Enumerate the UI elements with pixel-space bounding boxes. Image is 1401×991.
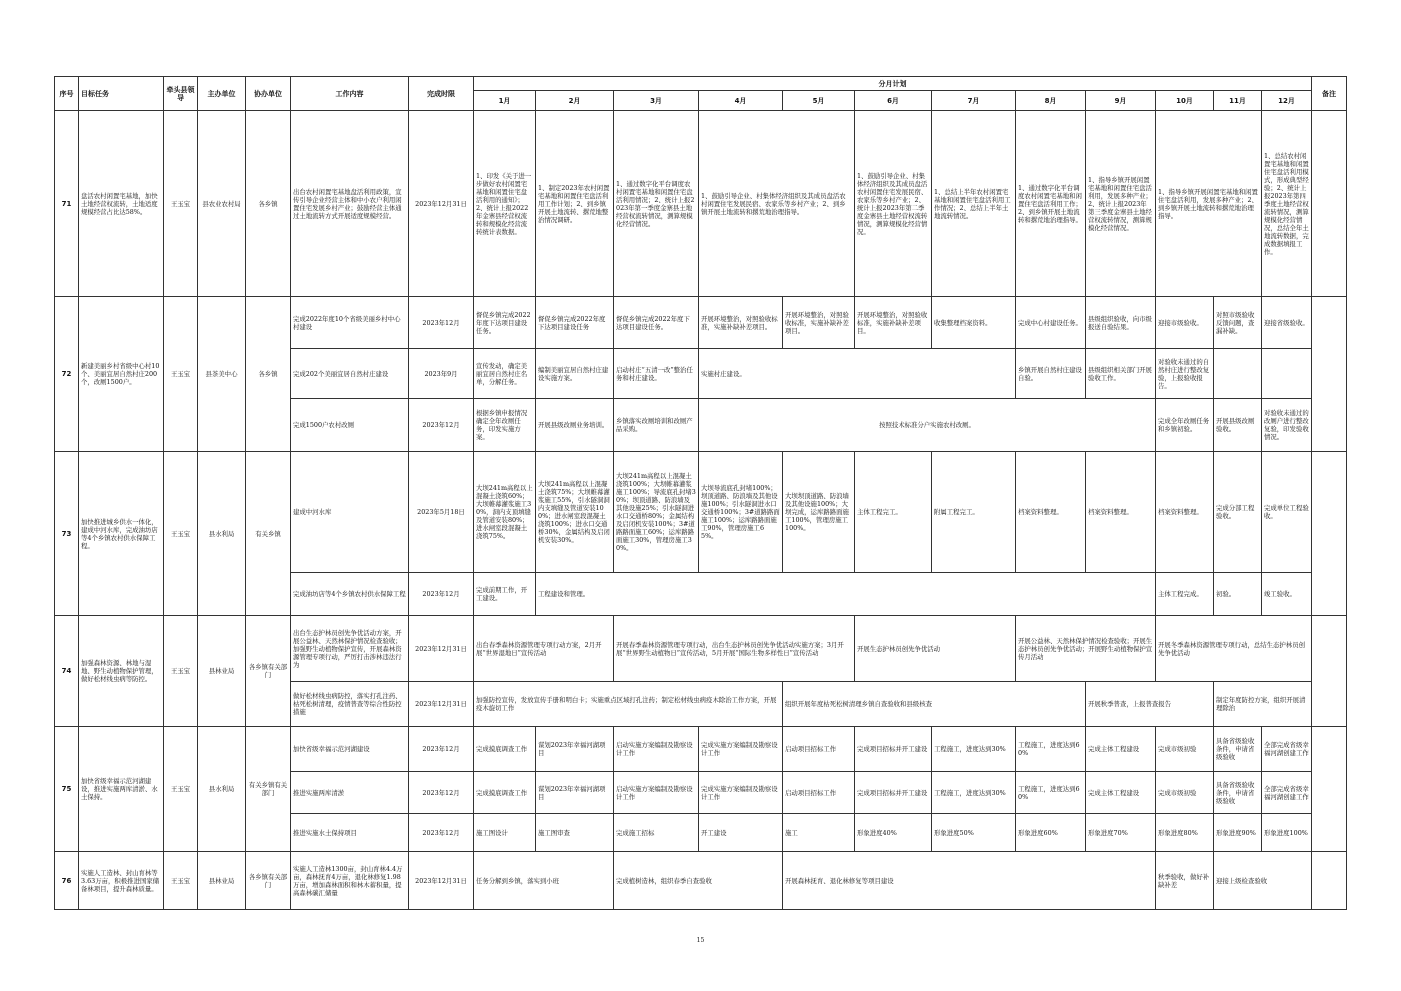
month-cell: 档案资料整理。	[1086, 452, 1156, 573]
deadline-cell: 2023年5月18日	[409, 452, 474, 573]
month-cell: 附属工程完工。	[932, 452, 1016, 573]
header-month: 11月	[1214, 91, 1262, 111]
month-cell: 完成单位工程验收。	[1262, 452, 1312, 573]
row-number: 75	[55, 727, 79, 852]
goal-cell: 加强森林资源、林地与湿地、野生动植物保护管理，做好松材线虫病等防控。	[79, 616, 164, 727]
table-row	[55, 111, 1347, 297]
month-cell: 加强防控宣传，发放宣传手册和明白卡；实施重点区域打孔注药；制定松材线虫病疫木除治工作方案，开展疫木旋切工作	[474, 682, 783, 727]
month-cell: 谋划2023年幸福河湖项目	[536, 772, 614, 814]
month-cell: 形象进度60%	[1016, 814, 1086, 852]
month-cell: 实施村庄建设。	[699, 349, 1016, 399]
month-cell: 完成分部工程验收。	[1214, 452, 1262, 573]
month-cell: 编制美丽宜居自然村庄建设实施方案。	[536, 349, 614, 399]
header-month: 3月	[614, 91, 699, 111]
goal-cell: 实施人工造林、封山育林等3.63万亩，积极推进国家储备林项目，提升森林质量。	[79, 852, 164, 910]
month-cell: 启动村庄“五清一改”整治任务和村庄建设。	[614, 349, 699, 399]
month-cell: 县级组织验收，向市级报送自验结果。	[1086, 297, 1156, 349]
content-cell: 完成油坊店等4个乡镇农村供水保障工程	[291, 573, 409, 616]
month-cell: 1、制定2023年农村闲置宅基地和闲置住宅盘活利用工作计划；2、到乡镇开展土地流转、撂荒地整治情况调研。	[536, 111, 614, 297]
month-cell: 初验。	[1214, 573, 1262, 616]
month-cell: 竣工验收。	[1262, 573, 1312, 616]
content-cell: 推进实施两库清淤	[291, 772, 409, 814]
header-remarks: 备注	[1312, 77, 1347, 111]
header-seq: 序号	[55, 77, 79, 111]
goal-cell: 新建美丽乡村省级中心村10个、美丽宜居自然村庄200个，改厕1500户。	[79, 297, 164, 452]
goal-cell: 盘活农村闲置宅基地，加快土地经营权流转，土地适度规模经营占比达58%。	[79, 111, 164, 297]
month-cell: 开展环境整治，对照验收标准，实施补缺补差项目。	[783, 297, 855, 349]
month-cell: 完成市级初验	[1156, 772, 1214, 814]
month-cell: 收集整理档案资料。	[932, 297, 1016, 349]
lead-cell: 王玉宝	[164, 297, 198, 452]
content-cell: 推进实施水土保持项目	[291, 814, 409, 852]
month-cell: 工程建设和管理。	[536, 573, 1156, 616]
month-cell: 完成实施方案编制及勘察设计工作	[699, 727, 783, 772]
goal-cell: 加快推进城乡供水一体化，建成中河水库，完成油坊店等4个乡镇农村供水保障工程。	[79, 452, 164, 616]
header-month: 7月	[932, 91, 1016, 111]
month-cell: 完成市级初验	[1156, 727, 1214, 772]
month-cell: 任务分解到乡镇，落实到小班	[474, 852, 614, 910]
month-cell: 督促乡镇完成2022年度下达项目建设任务。	[614, 297, 699, 349]
header-month: 6月	[855, 91, 932, 111]
deadline-cell: 2023年12月	[409, 297, 474, 349]
deadline-cell: 2023年12月	[409, 573, 474, 616]
month-cell: 施工图设计	[474, 814, 536, 852]
month-cell: 完成项目招标并开工建设	[855, 772, 932, 814]
month-cell: 具备省级验收条件，申请省级验收	[1214, 772, 1262, 814]
month-cell: 开展生态护林员创先争优活动	[855, 616, 1016, 682]
month-cell: 迎接省级验收。	[1262, 297, 1312, 349]
header-month: 10月	[1156, 91, 1214, 111]
header-deadline: 完成时限	[409, 77, 474, 111]
row-number: 71	[55, 111, 79, 297]
header-monthly-plan: 分月计划	[474, 77, 1312, 91]
month-cell: 档案资料整理。	[1156, 452, 1214, 573]
content-cell: 出台农村闲置宅基地盘活利用政策，宣传引导企业经营主体和中小农户利用闲置住宅发展乡村产业；鼓励经营主体通过土地流转方式开展适度规模经营。	[291, 111, 409, 297]
deadline-cell: 2023年12月	[409, 727, 474, 772]
page-number: 15	[696, 937, 705, 944]
month-cell: 开展公益林、天然林保护情况检查验收；开展生态护林员创先争优活动；开展野生动植物保护宣传月活动	[1016, 616, 1156, 682]
month-cell: 出台春季森林资源管理专项行动方案，2月开展“世界湿地日”宣传活动	[474, 616, 614, 682]
header-month: 1月	[474, 91, 536, 111]
table-row	[55, 852, 1347, 910]
month-cell: 督促乡镇完成2022年度下达项目建设任务	[536, 297, 614, 349]
assist-cell: 有关乡镇有关部门	[246, 727, 291, 852]
row-number: 72	[55, 297, 79, 452]
content-cell: 完成2022年度10个省级美丽乡村中心村建设	[291, 297, 409, 349]
header-month: 8月	[1016, 91, 1086, 111]
month-cell: 迎接市级验收。	[1156, 297, 1214, 349]
content-cell: 做好松材线虫病防控，落实打孔注药、枯死松树清理，疫情普查等综合性防控措施	[291, 682, 409, 727]
month-cell: 1、鼓励引导企业、村集体经济组织及其成员盘活农村闲置住宅发展民宿、农家乐等乡村产业；2、到乡镇开展土地流转和撂荒地治理指导。	[699, 111, 855, 297]
lead-cell: 王玉宝	[164, 452, 198, 616]
month-cell: 主体工程完工。	[855, 452, 932, 573]
month-cell: 1、指导乡镇开展闲置宅基地和闲置住宅盘活利用，发展多种产业；2、到乡镇开展土地流转和撂荒地治理指导。	[1156, 111, 1262, 297]
remarks-cell	[1312, 616, 1347, 727]
month-cell	[1262, 349, 1312, 399]
month-cell: 秋季验收，做好补缺补差	[1156, 852, 1214, 910]
month-cell: 全部完成省级幸福河湖创建工作	[1262, 727, 1312, 772]
month-cell: 大坝241m高程以上混凝土浇筑100%；大坝帷幕灌浆施工100%；导流底孔封堵30%；坝顶道路、防浪墙及其他设施25%；引水隧洞进水口交通桥80%；金属结构及启闭机安装100%；3#道路路面施工60%；运库路路面施工30%，管理房施工30%。	[614, 452, 699, 573]
assist-cell: 各乡镇	[246, 297, 291, 452]
lead-cell: 王玉宝	[164, 727, 198, 852]
month-cell: 具备省级验收条件，申请省级验收	[1214, 727, 1262, 772]
month-cell: 启动项目招标工作	[783, 772, 855, 814]
deadline-cell: 2023年12月	[409, 772, 474, 814]
month-cell: 完成实施方案编制及勘察设计工作	[699, 772, 783, 814]
month-cell: 工程施工，进度达到60%	[1016, 772, 1086, 814]
month-cell: 开展县级改厕业务培训。	[536, 399, 614, 452]
content-cell: 加快省级幸福示范河湖建设	[291, 727, 409, 772]
month-cell: 开展森林抚育、退化林修复等项目建设	[783, 852, 1156, 910]
table-row	[55, 452, 1347, 573]
month-cell: 大坝坝顶道路、防浪墙及其他设施100%；大坝完成，运库路路面施工100%，管理房施工100%。	[783, 452, 855, 573]
month-cell: 主体工程完成。	[1156, 573, 1214, 616]
assist-cell: 各乡镇有关部门	[246, 852, 291, 910]
month-cell: 形象进度40%	[855, 814, 932, 852]
month-cell: 县级组织相关部门开展验收工作。	[1086, 349, 1156, 399]
content-cell: 完成202个美丽宜居自然村庄建设	[291, 349, 409, 399]
month-cell: 开工建设	[699, 814, 783, 852]
month-cell: 对验收未通过的自然村庄进行整改复验，上报验收报告。	[1156, 349, 1214, 399]
month-cell: 根据乡镇申报情况确定全年改厕任务，印发实施方案。	[474, 399, 536, 452]
deadline-cell: 2023年12月31日	[409, 616, 474, 682]
month-cell: 开展秋季普查，上报普查报告	[1086, 682, 1214, 727]
month-cell: 工程施工，进度达到60%	[1016, 727, 1086, 772]
month-cell: 开展冬季森林资源管理专项行动，总结生态护林员创先争优活动	[1156, 616, 1312, 682]
header-content: 工作内容	[291, 77, 409, 111]
month-cell: 大坝241m高程以上混凝土浇筑75%；大坝帷幕灌浆施工55%，引水隧洞洞内支填缝及管道安装100%；进水闸室段混凝土浇筑100%；进水口交通桥30%，金属结构及启闭机安装30%。	[536, 452, 614, 573]
month-cell: 完成摸底调查工作	[474, 772, 536, 814]
row-number: 76	[55, 852, 79, 910]
month-cell: 对验收未通过的改厕户进行整改复验，印发验收情况。	[1262, 399, 1312, 452]
month-cell: 大坝导流底孔封堵100%；坝顶道路、防浪墙及其他设施100%；引水隧洞进水口交通桥100%；3#道路路面施工100%；运库路路面施工90%，管理房施工65%。	[699, 452, 783, 573]
month-cell: 1、通过数字化平台调度农村闲置宅基地和闲置住宅盘活利用工作；2、到乡镇开展土地流转和撂荒地治理指导。	[1016, 111, 1086, 297]
month-cell: 完成中心村建设任务。	[1016, 297, 1086, 349]
main-unit-cell: 县水利局	[198, 727, 246, 852]
month-cell: 大坝241m高程以上混凝土浇筑60%；大坝帷幕灌浆施工30%，洞内支顶填缝及管道安装80%；进水闸室段混凝土浇筑75%。	[474, 452, 536, 573]
content-cell: 出台生态护林员创先争优活动方案，开展公益林、天然林保护情况检查验收；加强野生动植物保护宣传，开展森林资源管理专项行动，严厉打击涉林违法行为	[291, 616, 409, 682]
month-cell: 完成摸底调查工作	[474, 727, 536, 772]
month-cell: 完成全年改厕任务和乡镇初验。	[1156, 399, 1214, 452]
month-cell: 形象进度100%	[1262, 814, 1312, 852]
header-month: 4月	[699, 91, 783, 111]
assist-cell: 各乡镇	[246, 111, 291, 297]
month-cell: 1、指导乡镇开展闲置宅基地和闲置住宅盘活利用，发展多种产业；2、统计上报2023年第三季度金寨县土地经营权流转情况，测算规模化经营情况。	[1086, 111, 1156, 297]
table-row	[55, 727, 1347, 772]
month-cell: 制定年度防控方案，组织开展清理除治	[1214, 682, 1312, 727]
remarks-cell	[1312, 297, 1347, 452]
month-cell: 1、印发《关于进一步做好农村闲置宅基地和闲置住宅盘活利用的通知》；2、统计上报2022年金寨县经营权流转和规模化经营流转统计表数据。	[474, 111, 536, 297]
content-cell: 建成中河水库	[291, 452, 409, 573]
month-cell	[1214, 349, 1262, 399]
lead-cell: 王玉宝	[164, 616, 198, 727]
month-cell: 形象进度80%	[1156, 814, 1214, 852]
header-month: 12月	[1262, 91, 1312, 111]
month-cell: 启动实施方案编制及勘察设计工作	[614, 772, 699, 814]
row-number: 73	[55, 452, 79, 616]
row-number: 74	[55, 616, 79, 727]
month-cell: 开展春季森林资源管理专项行动，出台生态护林员创先争优活动实施方案；3月开展“世界野生动植物日”宣传活动，5月开展“国际生物多样性日”宣传活动	[614, 616, 855, 682]
month-cell: 开展县级改厕验收。	[1214, 399, 1262, 452]
month-cell: 按照技术标准分户实施农村改厕。	[699, 399, 1156, 452]
header-goal: 目标任务	[79, 77, 164, 111]
month-cell: 完成前期工作，开工建设。	[474, 573, 536, 616]
month-cell: 开展环境整治，对照验收标准，实施补缺补差项目。	[699, 297, 783, 349]
month-cell: 对照市级验收反馈问题，查漏补缺。	[1214, 297, 1262, 349]
header-month: 5月	[783, 91, 855, 111]
month-cell: 1、总结农村闲置宅基地和闲置住宅盘活利用模式，形成典型经验；2、统计上报2023年第四季度土地经营权流转情况，测算规模化经营情况，总结全年土地流转数据，完成数据填报工作。	[1262, 111, 1312, 297]
month-cell: 组织开展年度枯死松树清理乡镇自查验收和县级核查	[783, 682, 1086, 727]
table-row	[55, 297, 1347, 349]
deadline-cell: 2023年12月	[409, 399, 474, 452]
month-cell: 谋划2023年幸福河湖项目	[536, 727, 614, 772]
header-assist: 协办单位	[246, 77, 291, 111]
main-unit-cell: 县林业局	[198, 852, 246, 910]
month-cell: 完成施工招标	[614, 814, 699, 852]
main-unit-cell: 县农业农村局	[198, 111, 246, 297]
month-cell: 1、鼓励引导企业、村集体经济组织及其成员盘活农村闲置住宅发展民宿、农家乐等乡村产业；2、统计上报2023年第二季度金寨县土地经营权流转情况，测算规模化经营情况。	[855, 111, 932, 297]
lead-cell: 王玉宝	[164, 111, 198, 297]
main-unit-cell: 县水利局	[198, 452, 246, 616]
deadline-cell: 2023年12月	[409, 814, 474, 852]
month-cell: 启动实施方案编制及勘察设计工作	[614, 727, 699, 772]
main-unit-cell: 县林业局	[198, 616, 246, 727]
month-cell: 全部完成省级幸福河湖创建工作	[1262, 772, 1312, 814]
main-unit-cell: 县茶美中心	[198, 297, 246, 452]
content-cell: 完成1500户农村改厕	[291, 399, 409, 452]
month-cell: 施工图审查	[536, 814, 614, 852]
assist-cell: 各乡镇有关部门	[246, 616, 291, 727]
month-cell: 完成主体工程建设	[1086, 772, 1156, 814]
month-cell: 形象进度50%	[932, 814, 1016, 852]
header-main-unit: 主办单位	[198, 77, 246, 111]
content-cell: 实施人工造林1300亩，封山育林4.4万亩，森林抚育4万亩，退化林修复1.98万亩，增加森林面积和林木蓄积量，提高森林碳汇储量	[291, 852, 409, 910]
month-cell: 施工	[783, 814, 855, 852]
month-cell: 完成项目招标并开工建设	[855, 727, 932, 772]
month-cell: 工程施工，进度达到30%	[932, 772, 1016, 814]
deadline-cell: 2023年9月	[409, 349, 474, 399]
remarks-cell	[1312, 111, 1347, 297]
month-cell: 乡镇开展自然村庄建设自验。	[1016, 349, 1086, 399]
month-cell: 形象进度70%	[1086, 814, 1156, 852]
remarks-cell	[1312, 452, 1347, 616]
month-cell: 迎接上级检查验收	[1214, 852, 1312, 910]
month-cell: 宣传发动，确定美丽宜居自然村庄名单，分解任务。	[474, 349, 536, 399]
deadline-cell: 2023年12月31日	[409, 111, 474, 297]
header-month: 2月	[536, 91, 614, 111]
remarks-cell	[1312, 852, 1347, 910]
month-cell: 开展环境整治，对照验收标准，实施补缺补差项目。	[855, 297, 932, 349]
lead-cell: 王玉宝	[164, 852, 198, 910]
month-cell: 督促乡镇完成2022年度下达项目建设任务。	[474, 297, 536, 349]
month-cell: 1、通过数字化平台调度农村闲置宅基地和闲置住宅盘活利用情况；2、统计上报2023年第一季度金寨县土地经营权流转情况，测算规模化经营情况。	[614, 111, 699, 297]
assist-cell: 有关乡镇	[246, 452, 291, 616]
header-month: 9月	[1086, 91, 1156, 111]
deadline-cell: 2023年12月31日	[409, 682, 474, 727]
month-cell: 启动项目招标工作	[783, 727, 855, 772]
month-cell: 1、总结上半年农村闲置宅基地和闲置住宅盘活利用工作情况；2、总结上半年土地流转情况。	[932, 111, 1016, 297]
month-cell: 乡镇落实改厕培训和改厕产品采购。	[614, 399, 699, 452]
deadline-cell: 2023年12月31日	[409, 852, 474, 910]
month-cell: 完成主体工程建设	[1086, 727, 1156, 772]
goal-cell: 加快省级幸福示范河湖建设，推进实施两库清淤、水土保持。	[79, 727, 164, 852]
table-row	[55, 616, 1347, 682]
monthly-plan-table	[54, 76, 1347, 910]
month-cell: 档案资料整理。	[1016, 452, 1086, 573]
month-cell: 形象进度90%	[1214, 814, 1262, 852]
remarks-cell	[1312, 727, 1347, 852]
header-lead: 牵头县领导	[164, 77, 198, 111]
month-cell: 完成植树造林，组织春季自查验收	[614, 852, 783, 910]
month-cell: 工程施工，进度达到30%	[932, 727, 1016, 772]
